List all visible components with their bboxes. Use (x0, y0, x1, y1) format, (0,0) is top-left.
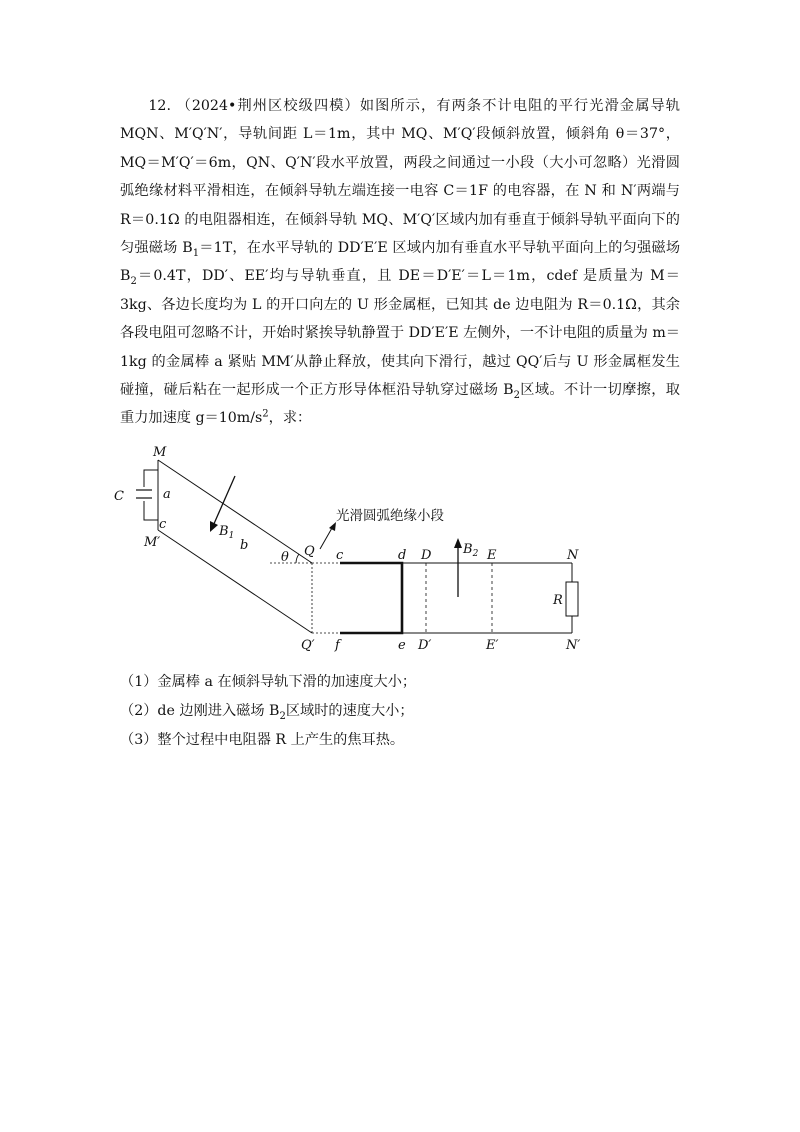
label-E-prime: E′ (486, 638, 499, 653)
label-Q: Q (304, 544, 315, 559)
label-N: N (567, 548, 579, 563)
label-b: b (240, 538, 249, 553)
problem-text-part5: ，求： (268, 410, 312, 427)
problem-text (120, 92, 680, 433)
label-B1-sub: 1 (228, 531, 235, 541)
capacitor-wire-top (144, 460, 158, 487)
label-Q-prime: Q′ (301, 638, 315, 653)
annotation-pointer (320, 528, 332, 549)
label-B2-sub: 2 (472, 549, 479, 559)
question-2-text: （2）de 边刚进入磁场 B (120, 703, 280, 719)
problem-text-part3: ＝0.4T，DD′、EE′均与导轨垂直，且 DE＝D′E′＝L＝1m，cdef 是质量为 M＝3kg、各边长度均为 L 的开口向左的 U 形金属框，已知其 de 边电阻为 R＝0.1Ω，其余各段电阻可忽略不计，开始时紧挨导轨静置于 DD′E′E 左侧外，一不计电阻的质量为 m＝1kg 的金属棒 a 紧贴 MM′从静止释放，使其向下滑行，越过 QQ′后与 U 形金属框发生碰撞，碰后粘在一起形成一个正方形导体框沿导轨穿过磁场 B (120, 268, 680, 399)
subscript-3: 2 (513, 389, 520, 401)
label-M: M (153, 445, 167, 460)
label-B2 (462, 542, 479, 559)
inclined-rail-MQ-prime (158, 530, 312, 633)
label-D: D (421, 548, 432, 563)
question-2 (120, 697, 680, 726)
subscript-1: 1 (192, 247, 200, 259)
question-2-text-end: 区域时的速度大小； (285, 703, 414, 719)
label-D-prime: D′ (418, 638, 432, 653)
physics-diagram (110, 442, 600, 662)
capacitor-wire-bottom (144, 501, 158, 530)
label-B2-letter: B (463, 542, 473, 557)
diagram-svg (110, 442, 600, 662)
annotation-pointer-head (329, 522, 336, 531)
problem-text-part2: ＝1T，在水平导轨的 DD′E′E 区域内加有垂直水平导轨平面向上的匀强磁场 B (120, 240, 681, 285)
theta-arc (296, 554, 299, 563)
label-a: a (163, 487, 171, 502)
question-list (120, 668, 680, 755)
question-1: （1）金属棒 a 在倾斜导轨下滑的加速度大小； (120, 674, 417, 690)
b2-arrow-head (454, 538, 462, 548)
label-E: E (487, 548, 497, 563)
label-c-left: c (159, 517, 167, 532)
problem-statement (120, 92, 680, 433)
problem-text-part4: 区域。不计一切摩擦，取重力加速度 g＝10m/s (120, 382, 680, 427)
label-c: c (336, 548, 344, 563)
b1-arrow-shaft (213, 476, 235, 526)
question-2-sub: 2 (279, 710, 286, 722)
label-B1 (218, 524, 234, 541)
label-f: f (335, 638, 340, 653)
question-3: （3）整个过程中电阻器 R 上产生的焦耳热。 (120, 732, 405, 748)
label-N-prime: N′ (566, 638, 581, 653)
subscript-2: 2 (130, 276, 137, 288)
superscript-4: 2 (262, 408, 269, 420)
label-B1-letter: B (219, 524, 229, 539)
label-e: e (398, 638, 406, 653)
label-C: C (114, 489, 124, 504)
label-R: R (553, 593, 563, 608)
label-theta: θ (281, 550, 289, 565)
annotation-insulating-arc: 光滑圆弧绝缘小段 (336, 508, 444, 524)
inclined-rail-MQ (158, 460, 312, 563)
label-d: d (398, 548, 407, 563)
label-M-prime: M′ (144, 535, 161, 550)
resistor-R (566, 582, 578, 616)
problem-text-part1: 12. （2024•荆州区校级四模）如图所示，有两条不计电阻的平行光滑金属导轨 MQN、M′Q′N′，导轨间距 L＝1m，其中 MQ、M′Q′段倾斜放置，倾斜角 θ＝37°，MQ＝M′Q′＝6m，QN、Q′N′段水平放置，两段之间通过一小段（大小可忽略）光滑圆弧绝缘材料平滑相连，在倾斜导轨左端连接一电容 C＝1F 的电容器，在 N 和 N′两端与 R＝0.1Ω 的电阻器相连，在倾斜导轨 MQ、M′Q′区域内加有垂直于倾斜导轨平面向下的匀强磁场 B (120, 98, 680, 257)
u-frame-cdef (340, 563, 402, 633)
